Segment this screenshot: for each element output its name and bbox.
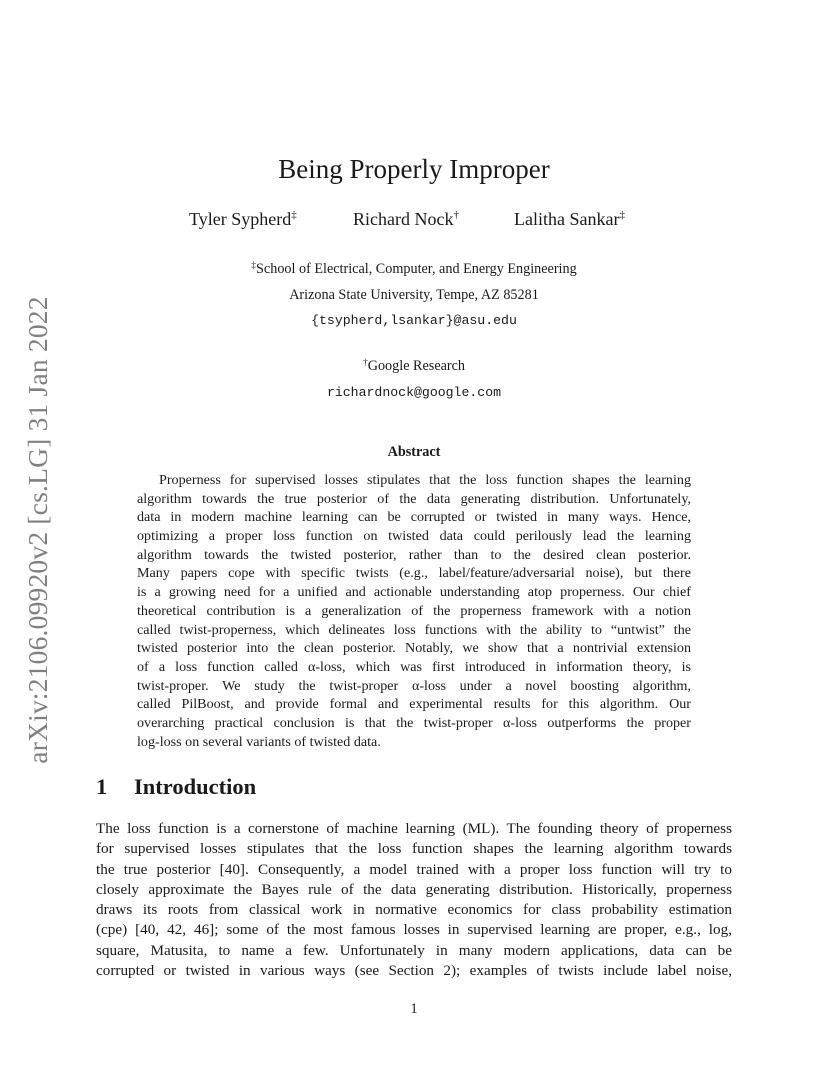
intro-line: the true posterior [40]. Consequently, a model trained with a proper loss function will try to [96,860,732,878]
abstract-line: algorithm towards the true posterior of the data generating distribution. Unfortunately, [137,490,691,507]
abstract-line: log-loss on several variants of twisted data. [137,733,381,750]
introduction-body [96,819,732,981]
abstract-heading: Abstract [387,444,441,460]
abstract-line: theoretical contribution is a generalization of the properness framework with a notion [137,602,691,619]
affiliation-asu-mark: ‡ [251,261,257,271]
intro-line: draws its roots from classical work in normative economics for class probability estimation [96,901,732,919]
abstract-line: called twist-properness, which delineates loss functions with the ability to “untwist” the [137,621,691,638]
abstract-line: of a loss function called α-loss, which was first introduced in information theory, is [137,658,691,675]
abstract-line: Properness for supervised losses stipulates that the loss function shapes the learning [159,472,691,488]
abstract-line: data in modern machine learning can be corrupted or twisted in many ways. Hence, [137,509,691,526]
affiliation-asu-name [0,261,828,278]
affiliation-asu-email: {tsypherd,lsankar}@asu.edu [311,313,517,328]
author-2 [353,209,459,230]
intro-line: square, Matusita, to name a few. Unfortunately in many modern applications, data can be [96,941,732,959]
affiliation-google-name [0,358,828,375]
author-3 [514,209,625,230]
author-1 [189,209,297,230]
abstract-line: algorithm towards the twisted posterior, rather than to the desired clean posterior. [137,546,691,563]
page-number: 1 [410,1001,418,1017]
author-1-mark: ‡ [291,209,297,221]
intro-line: The loss function is a cornerstone of machine learning (ML). The founding theory of properness [96,820,732,837]
section-title: Introduction [134,774,257,799]
abstract-line: optimizing a proper loss function on twisted data could perilously lead the learning [137,528,691,545]
section-heading-introduction [96,774,256,800]
section-number: 1 [96,774,108,799]
abstract-line: Many papers cope with specific twists (e.g., label/feature/adversarial noise), but there [137,565,691,582]
affiliation-google-email: richardnock@google.com [326,385,502,400]
intro-line: corrupted or twisted in various ways (see Section 2); examples of twists include label noise, [96,962,732,980]
intro-line: closely approximate the Bayes rule of the data generating distribution. Historically, properness [96,880,732,898]
abstract-line: twisted posterior into the clean posterior. Notably, we show that a nontrivial extension [137,640,691,657]
author-1-name: Tyler Sypherd [189,209,292,229]
author-3-mark: ‡ [619,209,625,221]
intro-line: (cpe) [40, 42, 46]; some of the most famous losses in supervised learning are proper, e.g., log, [96,921,732,939]
abstract-line: overarching practical conclusion is that the twist-proper α-loss outperforms the proper [137,714,691,731]
abstract-line: twist-proper. We study the twist-proper α-loss under a novel boosting algorithm, [137,677,691,694]
intro-line: for supervised losses stipulates that the loss function shapes the learning algorithm towards [96,840,732,858]
author-2-name: Richard Nock [353,209,454,229]
abstract-line: is a growing need for a unified and actionable understanding atop properness. Our chief [137,584,691,601]
affiliation-google-mark: † [362,358,368,368]
paper-title: Being Properly Improper [278,154,550,184]
author-3-name: Lalitha Sankar [514,209,620,229]
arxiv-identifier: arXiv:2106.09920v2 [cs.LG] 31 Jan 2022 [22,296,53,764]
abstract-body [137,471,691,751]
affiliation-asu-text: School of Electrical, Computer, and Energy Engineering [256,261,577,277]
affiliation-google-text: Google Research [367,358,466,374]
abstract-line: called PilBoost, and provide formal and experimental results for this algorithm. Our [137,696,691,713]
affiliation-asu-address: Arizona State University, Tempe, AZ 85281 [289,287,539,303]
author-2-mark: † [453,209,459,221]
